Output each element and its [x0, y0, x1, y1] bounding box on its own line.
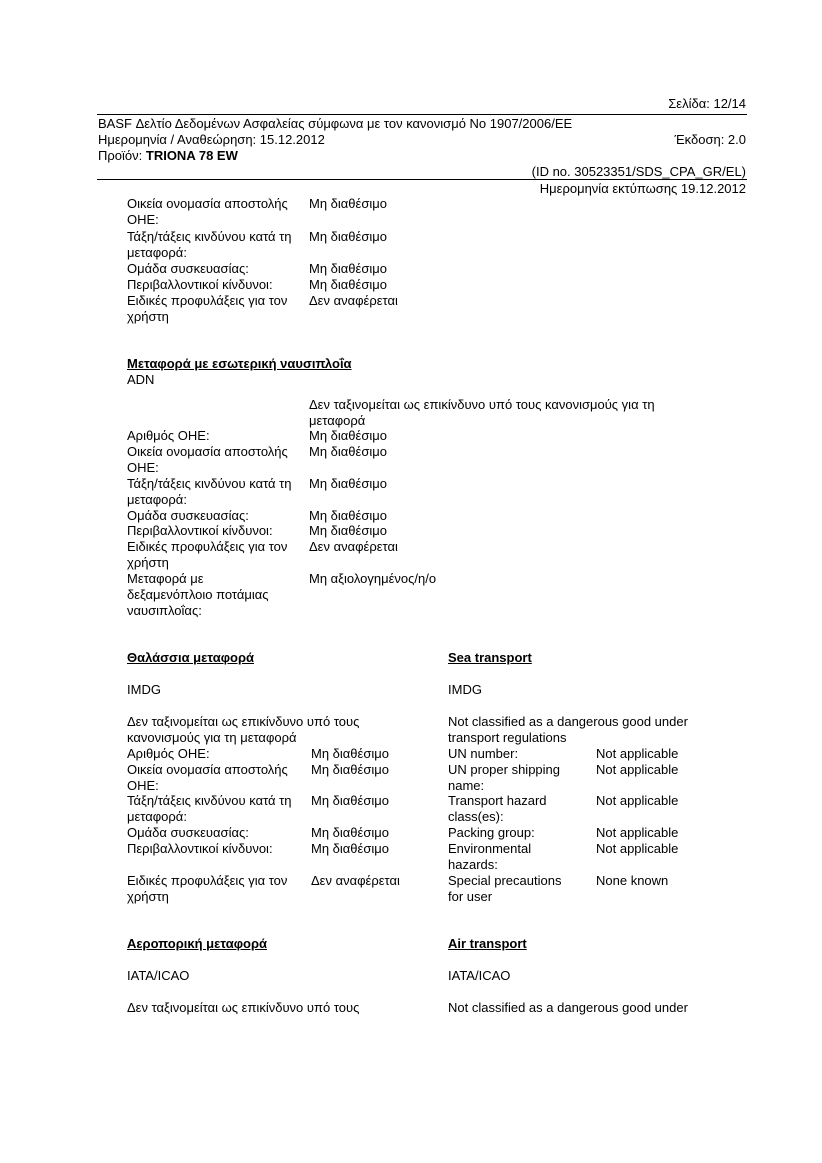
row-value: None known	[596, 873, 669, 888]
row-label: Περιβαλλοντικοί κίνδυνοι:	[127, 523, 273, 538]
row-label: Οικεία ονομασία αποστολής ΟΗΕ:	[127, 762, 288, 793]
row-value: Not applicable	[596, 793, 679, 808]
air-heading-en: Air transport	[448, 936, 527, 951]
sea-code-gr: IMDG	[127, 682, 161, 697]
air-code-en: IATA/ICAO	[448, 968, 511, 983]
row-label: Ειδικές προφυλάξεις για τον χρήστη	[127, 293, 288, 324]
row-label: Αριθμός ΟΗΕ:	[127, 746, 210, 761]
row-label: Transport hazard class(es):	[448, 793, 547, 824]
row-label: Αριθμός ΟΗΕ:	[127, 428, 210, 443]
header-rule-top	[97, 114, 747, 115]
row-label: UN number:	[448, 746, 519, 761]
product-label: Προϊόν:	[98, 148, 143, 163]
row-value: Μη αξιολογημένος/η/ο	[309, 571, 437, 586]
revision-date: Ημερομηνία / Αναθεώρηση: 15.12.2012	[98, 132, 325, 147]
row-value: Μη διαθέσιμο	[309, 444, 387, 459]
row-value: Not applicable	[596, 825, 679, 840]
row-label: Packing group:	[448, 825, 535, 840]
row-value: Μη διαθέσιμο	[309, 523, 387, 538]
sea-note-en: Not classified as a dangerous good under transport regulations	[448, 714, 688, 745]
sea-heading-en: Sea transport	[448, 650, 532, 665]
air-note-gr: Δεν ταξινομείται ως επικίνδυνο υπό τους	[127, 1000, 360, 1015]
air-note-en: Not classified as a dangerous good under	[448, 1000, 688, 1015]
row-label: Τάξη/τάξεις κινδύνου κατά τη μεταφορά:	[127, 229, 292, 260]
row-label: Ομάδα συσκευασίας:	[127, 825, 249, 840]
row-value: Μη διαθέσιμο	[311, 841, 389, 856]
row-label: Ομάδα συσκευασίας:	[127, 508, 249, 523]
version: Έκδοση: 2.0	[674, 132, 746, 147]
page-number: Σελίδα: 12/14	[668, 96, 746, 111]
row-value: Δεν αναφέρεται	[309, 293, 398, 308]
row-value: Μη διαθέσιμο	[309, 261, 387, 276]
row-value: Μη διαθέσιμο	[309, 508, 387, 523]
row-label: Τάξη/τάξεις κινδύνου κατά τη μεταφορά:	[127, 476, 292, 507]
document-id: (ID no. 30523351/SDS_CPA_GR/EL)	[531, 164, 746, 179]
inland-code: ADN	[127, 372, 155, 387]
row-value: Μη διαθέσιμο	[311, 825, 389, 840]
inland-heading: Μεταφορά με εσωτερική ναυσιπλοΐα	[127, 356, 352, 371]
row-value: Μη διαθέσιμο	[311, 793, 389, 808]
row-value: Μη διαθέσιμο	[311, 746, 389, 761]
row-label: Special precautions for user	[448, 873, 562, 904]
row-value: Μη διαθέσιμο	[309, 428, 387, 443]
row-label: Περιβαλλοντικοί κίνδυνοι:	[127, 841, 273, 856]
row-label: Ομάδα συσκευασίας:	[127, 261, 249, 276]
row-label: Περιβαλλοντικοί κίνδυνοι:	[127, 277, 273, 292]
air-code-gr: IATA/ICAO	[127, 968, 190, 983]
product-line	[98, 148, 238, 164]
row-label: Ειδικές προφυλάξεις για τον χρήστη	[127, 539, 288, 570]
row-value: Μη διαθέσιμο	[309, 196, 387, 211]
air-heading-gr: Αεροπορική μεταφορά	[127, 936, 267, 951]
row-value: Δεν αναφέρεται	[309, 539, 398, 554]
row-value: Μη διαθέσιμο	[309, 277, 387, 292]
row-value: Μη διαθέσιμο	[309, 476, 387, 491]
sds-title: BASF Δελτίο Δεδομένων Ασφαλείας σύμφωνα με τον κανονισμό Νο 1907/2006/ΕΕ	[98, 116, 573, 131]
row-label: UN proper shipping name:	[448, 762, 561, 793]
row-label: Μεταφορά με δεξαμενόπλοιο ποτάμιας ναυσιπλοΐας:	[127, 571, 269, 618]
product-name: TRIONA 78 EW	[145, 148, 238, 163]
row-value: Δεν αναφέρεται	[311, 873, 400, 888]
sea-code-en: IMDG	[448, 682, 482, 697]
row-value: Not applicable	[596, 746, 679, 761]
inland-note: Δεν ταξινομείται ως επικίνδυνο υπό τους κανονισμούς για τη μεταφορά	[309, 397, 655, 428]
print-date: Ημερομηνία εκτύπωσης 19.12.2012	[539, 181, 746, 196]
sea-heading-gr: Θαλάσσια μεταφορά	[127, 650, 254, 665]
row-label: Τάξη/τάξεις κινδύνου κατά τη μεταφορά:	[127, 793, 292, 824]
row-label: Οικεία ονομασία αποστολής ΟΗΕ:	[127, 444, 288, 475]
row-value: Μη διαθέσιμο	[311, 762, 389, 777]
row-value: Μη διαθέσιμο	[309, 229, 387, 244]
row-label: Environmental hazards:	[448, 841, 532, 872]
row-value: Not applicable	[596, 762, 679, 777]
header-rule-bottom	[97, 179, 747, 180]
sea-note-gr: Δεν ταξινομείται ως επικίνδυνο υπό τους κανονισμούς για τη μεταφορά	[127, 714, 360, 745]
row-value: Not applicable	[596, 841, 679, 856]
row-label: Οικεία ονομασία αποστολής ΟΗΕ:	[127, 196, 288, 227]
row-label: Ειδικές προφυλάξεις για τον χρήστη	[127, 873, 288, 904]
